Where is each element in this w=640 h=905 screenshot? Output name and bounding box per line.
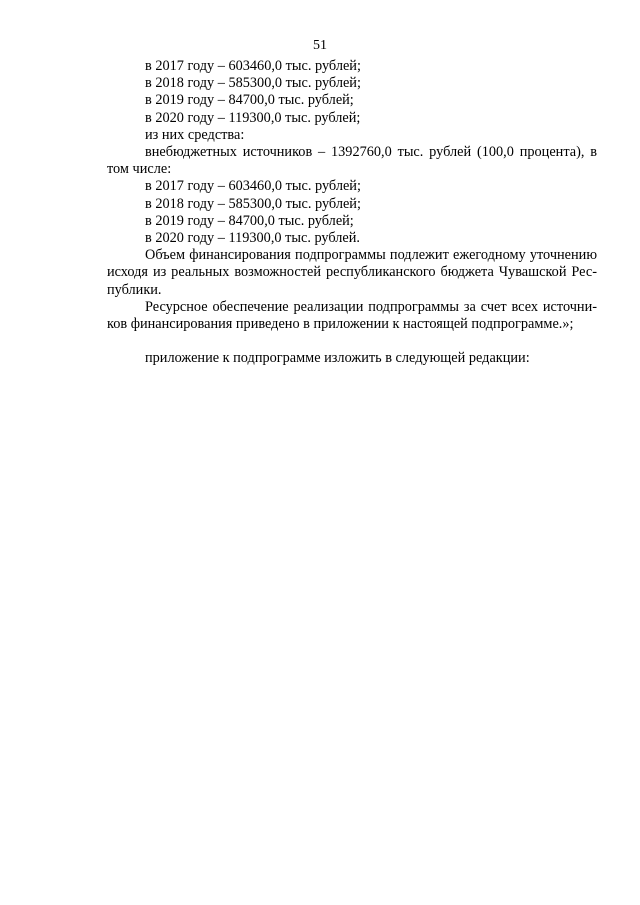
page-number: 51 <box>313 38 327 53</box>
text-line: в 2018 году – 585300,0 тыс. рублей; <box>145 195 361 212</box>
blank-line <box>107 333 597 350</box>
text-line: в 2019 году – 84700,0 тыс. рублей; <box>145 92 354 109</box>
document-body <box>107 58 597 367</box>
text-line: в 2019 году – 84700,0 тыс. рублей; <box>145 212 354 229</box>
text-line: в 2017 году – 603460,0 тыс. рублей; <box>145 58 361 74</box>
text-line: в 2020 году – 119300,0 тыс. рублей. <box>145 230 361 247</box>
text-line: в 2017 году – 603460,0 тыс. рублей; <box>145 178 361 195</box>
paragraph-financing: Объем финансирования подпрограммы подлежит ежегодному уточнению исходя из реальных возможностей республиканского бюджета Чувашской Рес-публики. <box>107 247 597 298</box>
paragraph-extrabudget: внебюджетных источников – 1392760,0 тыс. рублей (100,0 процента), в том числе: <box>107 144 597 178</box>
text-line: из них средства: <box>145 126 245 143</box>
paragraph-appendix: приложение к подпрограмме изложить в следующей редакции: <box>145 350 530 367</box>
text-line: в 2020 году – 119300,0 тыс. рублей; <box>145 109 361 126</box>
text-line: в 2018 году – 585300,0 тыс. рублей; <box>145 75 361 92</box>
paragraph-resources: Ресурсное обеспечение реализации подпрограммы за счет всех источни-ков финансирования приведено в приложении к настоящей подпрограмме.»; <box>107 298 597 333</box>
